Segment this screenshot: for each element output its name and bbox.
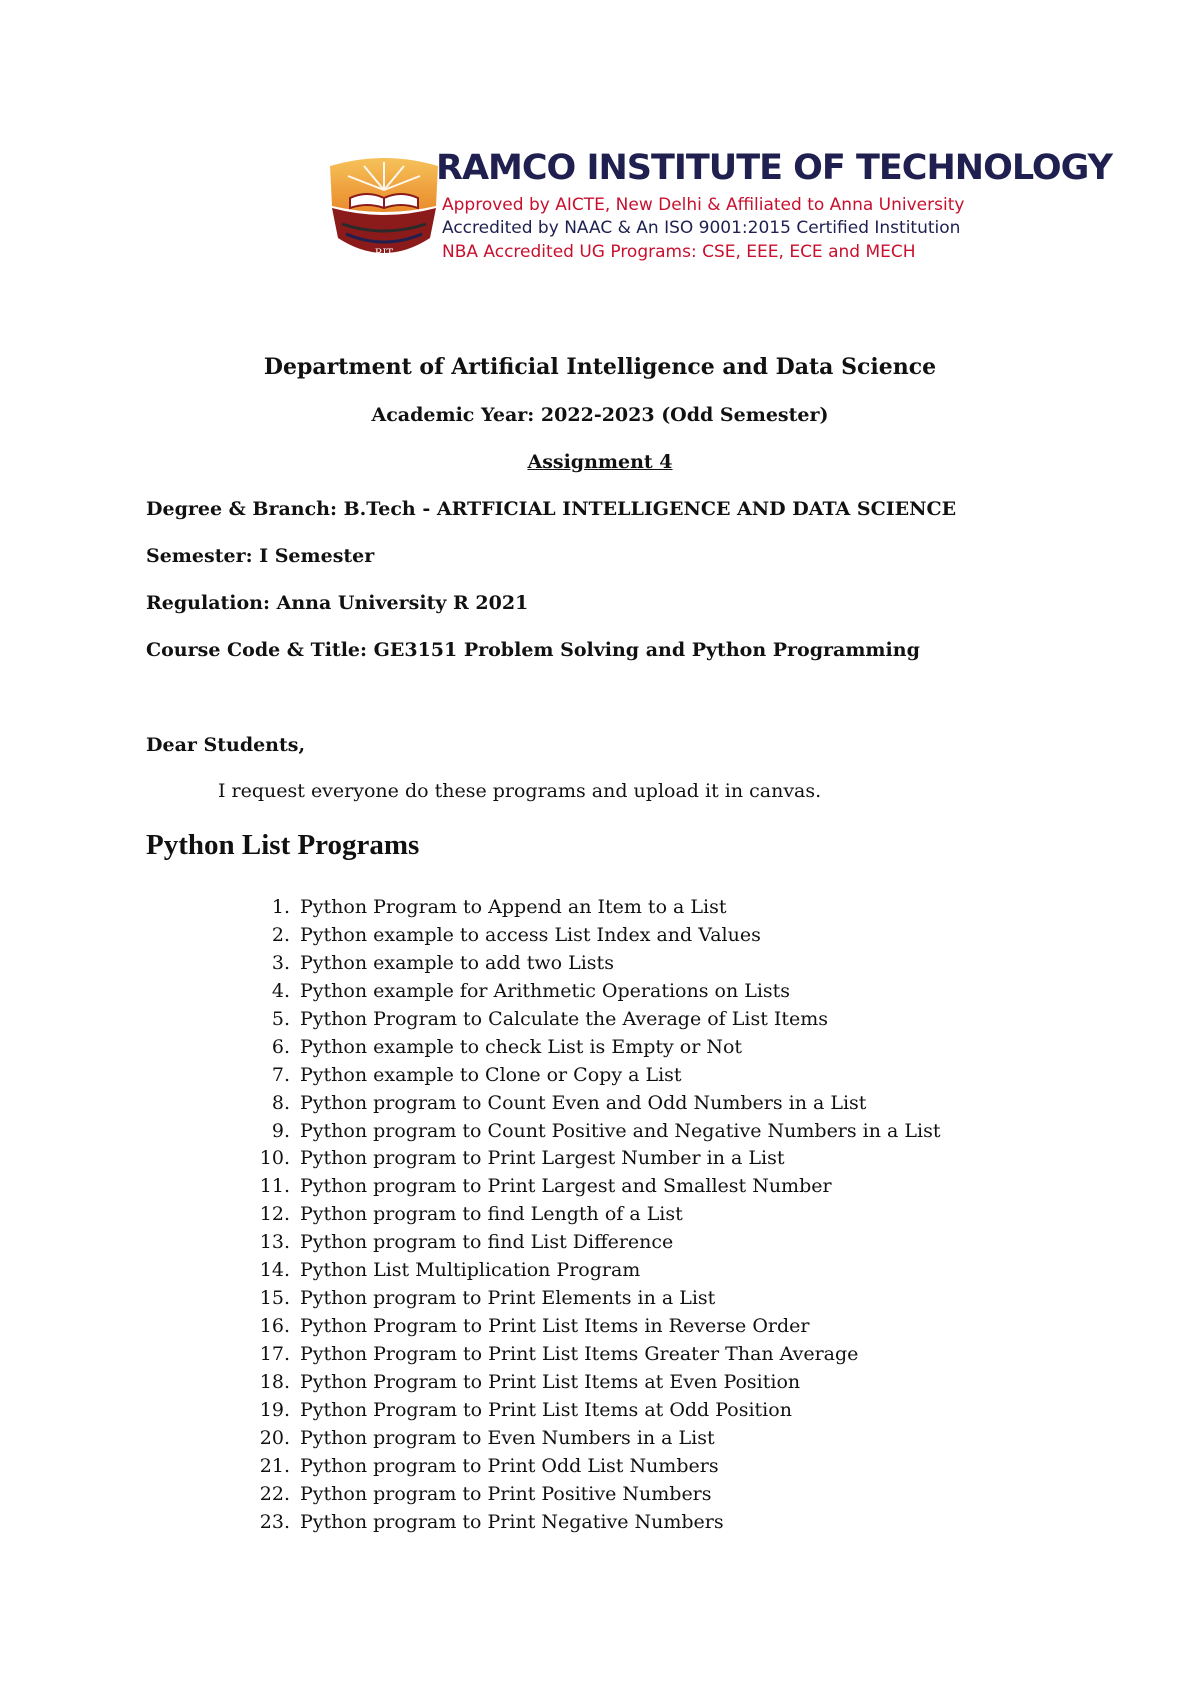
list-item [250,894,940,922]
list-item [250,1285,940,1313]
request-text: I request everyone do these programs and upload it in canvas. [218,780,822,802]
list-item-text: Python Program to Calculate the Average of List Items [300,1007,829,1030]
section-heading: Python List Programs [146,829,420,861]
list-item-number: 8. [271,1091,290,1114]
list-item-number: 13. [259,1231,290,1254]
institute-name: RAMCO INSTITUTE OF TECHNOLOGY [436,148,1112,188]
accreditation-line: Accredited by NAAC & An ISO 9001:2015 Certified Institution [442,218,961,238]
nba-line: NBA Accredited UG Programs: CSE, EEE, ECE and MECH [442,242,916,262]
svg-text:RIT: RIT [374,248,394,259]
list-item [250,1313,940,1341]
list-item-text: Python program to Count Positive and Negative Numbers in a List [300,1119,941,1142]
list-item [250,1481,940,1509]
list-item [250,1145,940,1173]
program-list [250,894,940,1537]
list-item-number: 21. [259,1454,290,1477]
list-item-text: Python Program to Print List Items Greater Than Average [300,1343,859,1365]
list-item-text: Python Program to Append an Item to a List [300,896,727,918]
list-item-text: Python Program to Print List Items at Odd Position [300,1398,792,1421]
regulation: Regulation: Anna University R 2021 [146,592,529,614]
list-item-text: Python example to add two Lists [300,951,614,974]
list-item [250,1425,940,1453]
list-item-text: Python example for Arithmetic Operations on Lists [300,979,791,1002]
list-item-number: 17. [259,1343,290,1365]
list-item-number: 4. [271,979,290,1002]
list-item-text: Python program to find List Difference [300,1231,674,1254]
list-item-text: Python example to check List is Empty or Not [300,1035,743,1058]
list-item-number: 11. [259,1175,290,1198]
list-item [250,1397,940,1425]
list-item-number: 16. [259,1315,290,1338]
list-item [250,978,940,1006]
semester: Semester: I Semester [146,545,375,567]
list-item-number: 10. [259,1147,290,1170]
list-item [250,1453,940,1481]
list-item [250,1257,940,1285]
list-item-text: Python example to access List Index and Values [300,923,761,946]
institute-logo [324,146,444,268]
list-item-number: 5. [271,1007,290,1030]
list-item [250,1509,940,1537]
list-item-number: 15. [259,1287,290,1310]
list-item-number: 23. [259,1510,290,1533]
list-item-text: Python List Multiplication Program [300,1259,641,1282]
list-item [250,1090,940,1118]
list-item-text: Python program to Print Negative Numbers [300,1510,724,1533]
list-item-number: 1. [271,896,290,918]
list-item-number: 7. [271,1063,290,1086]
list-item-text: Python program to Count Even and Odd Numbers in a List [300,1091,867,1114]
approval-line: Approved by AICTE, New Delhi & Affiliated to Anna University [442,195,965,215]
greeting: Dear Students, [146,734,306,756]
list-item [250,950,940,978]
list-item [250,1118,940,1146]
list-item-text: Python program to Print Positive Numbers [300,1482,712,1505]
list-item-number: 12. [259,1203,290,1226]
department-title: Department of Artificial Intelligence and Data Science [263,354,937,380]
list-item-number: 2. [271,923,290,946]
list-item-text: Python Program to Print List Items at Even Position [300,1370,801,1393]
list-item [250,1341,940,1369]
list-item [250,922,940,950]
list-item-text: Python example to Clone or Copy a List [300,1063,682,1086]
list-item-number: 20. [259,1426,290,1449]
list-item [250,1006,940,1034]
list-item-number: 9. [271,1119,290,1142]
list-item [250,1369,940,1397]
list-item-text: Python program to Print Largest and Smallest Number [300,1175,832,1198]
list-item-text: Python program to Print Elements in a List [300,1287,716,1310]
list-item [250,1201,940,1229]
list-item-text: Python program to Even Numbers in a List [300,1426,715,1449]
list-item-number: 19. [259,1398,290,1421]
list-item-text: Python program to Print Odd List Numbers [300,1454,719,1477]
list-item-number: 3. [271,951,290,974]
list-item [250,1173,940,1201]
course-code-title: Course Code & Title: GE3151 Problem Solving and Python Programming [146,639,920,661]
list-item [250,1062,940,1090]
list-item [250,1034,940,1062]
list-item-number: 22. [259,1482,290,1505]
list-item [250,1229,940,1257]
degree-branch: Degree & Branch: B.Tech - ARTFICIAL INTELLIGENCE AND DATA SCIENCE [146,498,957,520]
list-item-text: Python Program to Print List Items in Reverse Order [300,1315,810,1338]
academic-year: Academic Year: 2022-2023 (Odd Semester) [371,404,829,426]
letterhead [324,146,1112,268]
list-item-number: 6. [271,1035,290,1058]
assignment-title: Assignment 4 [527,451,673,473]
list-item-text: Python program to find Length of a List [300,1203,683,1226]
list-item-text: Python program to Print Largest Number in a List [300,1147,785,1170]
list-item-number: 14. [259,1259,290,1282]
list-item-number: 18. [259,1370,290,1393]
